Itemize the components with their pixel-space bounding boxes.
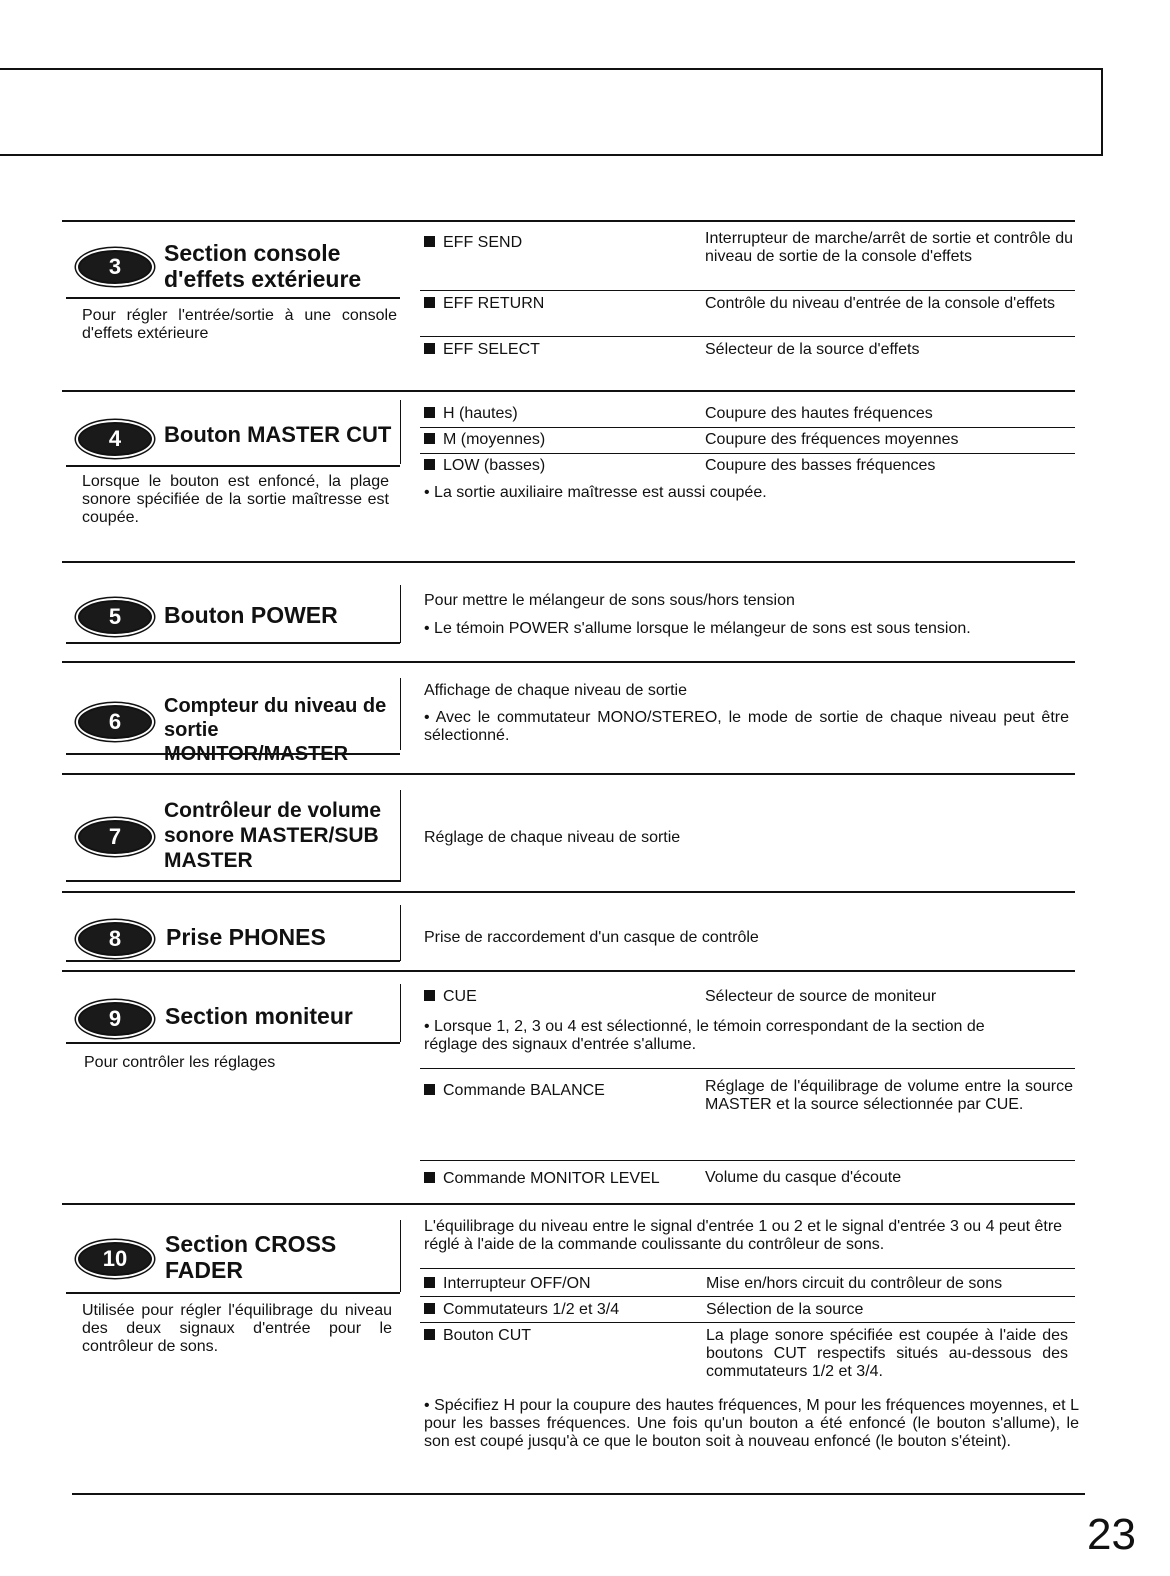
bullet-square-icon: [424, 1329, 435, 1340]
section-10-rule: [420, 1322, 1075, 1323]
bullet-square-icon: [424, 1303, 435, 1314]
header-box: [0, 68, 1103, 156]
section-6-badge: 6: [78, 705, 152, 739]
section-5-text: Pour mettre le mélangeur de sons sous/hors tension: [424, 592, 795, 609]
section-7-title-rule: [66, 880, 400, 882]
bullet-square-icon: [424, 1172, 435, 1183]
section-10-item-3-desc: La plage sonore spécifiée est coupée à l'aide des boutons CUT respectifs situés au-dessous des commutateurs 1/2 et 3/4.: [706, 1327, 1068, 1380]
section-4-title: Bouton MASTER CUT: [164, 422, 392, 447]
section-6-text: Affichage de chaque niveau de sortie: [424, 682, 688, 699]
section-10-title-line-1: Section CROSS: [165, 1231, 337, 1257]
section-10-item-2-label: Commutateurs 1/2 et 3/4: [424, 1301, 619, 1319]
section-10-note: • Spécifiez H pour la coupure des hautes fréquences, M pour les fréquences moyennes, et L pour les basses fréquences. Une fois qu'un bouton a été enfoncé (le bouton s'allume), le son est coupé jusqu'à ce que le bouton soit à nouveau enfoncé (le bouton s'éteint).: [424, 1397, 1079, 1450]
section-6-top-rule: [62, 661, 1075, 663]
section-7-title: [164, 798, 400, 873]
section-9-rule: [420, 1068, 1075, 1069]
section-9-title-rule: [66, 1042, 400, 1044]
section-7-title-line-2: sonore MASTER/SUB: [164, 824, 379, 847]
section-9-monitor-label: Commande MONITOR LEVEL: [424, 1170, 660, 1188]
section-7-divider: [400, 790, 401, 882]
section-3-description: Pour régler l'entrée/sortie à une console d'effets extérieure: [82, 307, 397, 342]
section-3-item-3-label: EFF SELECT: [424, 341, 540, 359]
section-9-top-rule: [62, 970, 1075, 972]
section-9-badge: 9: [78, 1002, 152, 1036]
section-10-intro: L'équilibrage du niveau entre le signal d'entrée 1 ou 2 et le signal d'entrée 3 ou 4 peut être réglé à l'aide de la commande coulissante du contrôleur de sons.: [424, 1218, 1063, 1253]
bullet-square-icon: [424, 433, 435, 444]
bullet-square-icon: [424, 1277, 435, 1288]
section-5-title-rule: [66, 642, 400, 644]
bullet-square-icon: [424, 459, 435, 470]
section-4-item-1-desc: Coupure des hautes fréquences: [705, 405, 933, 422]
section-6-divider: [400, 678, 401, 750]
section-9-cue-note: • Lorsque 1, 2, 3 ou 4 est sélectionné, le témoin correspondant de la section de réglage des signaux d'entrée s'allume.: [424, 1018, 985, 1053]
section-4-note: • La sortie auxiliaire maîtresse est aussi coupée.: [424, 484, 767, 501]
section-9-cue-desc: Sélecteur de source de moniteur: [705, 988, 937, 1005]
section-10-item-3-label: Bouton CUT: [424, 1327, 531, 1345]
bullet-square-icon: [424, 297, 435, 308]
section-4-item-rule: [420, 427, 1075, 428]
section-7-badge: 7: [78, 820, 152, 854]
section-10-badge: 10: [78, 1242, 152, 1276]
bullet-square-icon: [424, 236, 435, 247]
bullet-square-icon: [424, 990, 435, 1001]
section-10-top-rule: [62, 1203, 1075, 1205]
section-3-item-1-desc: Interrupteur de marche/arrêt de sortie et contrôle du niveau de sortie de la console d'effets: [705, 230, 1073, 265]
page-number: 23: [1087, 1510, 1136, 1559]
section-6-title-line-2: sortie MONITOR/MASTER: [164, 719, 349, 765]
section-4-top-rule: [62, 390, 1075, 392]
section-7-title-line-1: Contrôleur de volume: [164, 799, 382, 822]
section-8-top-rule: [62, 891, 1075, 893]
section-9-rule: [420, 1160, 1075, 1161]
section-9-divider: [400, 984, 401, 1042]
section-3-item-rule: [420, 290, 1075, 291]
section-6-title-line-1: Compteur du niveau de: [164, 695, 387, 717]
section-10-rule: [420, 1268, 1075, 1269]
section-9-balance-label: Commande BALANCE: [424, 1082, 605, 1100]
section-9-balance-desc: Réglage de l'équilibrage de volume entre la source MASTER et la source sélectionnée par CUE.: [705, 1078, 1073, 1113]
section-10-description: Utilisée pour régler l'équilibrage du niveau des deux signaux d'entrée pour le contrôleur de sons.: [82, 1302, 392, 1355]
section-10-item-2-desc: Sélection de la source: [706, 1301, 864, 1318]
section-7-text: Réglage de chaque niveau de sortie: [424, 829, 681, 846]
section-4-item-2-label: M (moyennes): [424, 431, 545, 449]
section-4-item-1-label: H (hautes): [424, 405, 518, 423]
section-10-divider: [400, 1220, 401, 1292]
section-4-title-rule: [66, 465, 400, 467]
section-8-title: Prise PHONES: [166, 924, 326, 950]
section-6-note: • Avec le commutateur MONO/STEREO, le mode de sortie de chaque niveau peut être sélectionné.: [424, 709, 1069, 744]
section-9-cue-label: CUE: [424, 988, 477, 1006]
section-6-title-rule: [66, 753, 400, 755]
section-8-badge: 8: [78, 922, 152, 956]
section-9-description: Pour contrôler les réglages: [84, 1054, 276, 1071]
section-5-badge: 5: [78, 600, 152, 634]
section-3-item-2-label: EFF RETURN: [424, 295, 544, 313]
section-10-title-rule: [66, 1292, 400, 1294]
section-9-title: Section moniteur: [165, 1003, 353, 1029]
section-3-item-rule: [420, 336, 1075, 337]
section-10-title-line-2: FADER: [165, 1257, 243, 1283]
section-8-text: Prise de raccordement d'un casque de contrôle: [424, 929, 759, 946]
section-10-item-1-label: Interrupteur OFF/ON: [424, 1275, 591, 1293]
section-7-title-line-3: MASTER: [164, 849, 253, 872]
section-8-title-rule: [66, 960, 400, 962]
bullet-square-icon: [424, 1084, 435, 1095]
section-3-badge: 3: [78, 250, 152, 284]
section-3-item-2-desc: Contrôle du niveau d'entrée de la console d'effets: [705, 295, 1056, 312]
section-9-monitor-desc: Volume du casque d'écoute: [705, 1169, 902, 1186]
section-7-top-rule: [62, 773, 1075, 775]
section-5-divider: [400, 585, 401, 643]
section-5-title: Bouton POWER: [164, 602, 338, 628]
section-5-top-rule: [62, 561, 1075, 563]
section-4-divider: [400, 400, 401, 464]
section-10-rule: [420, 1296, 1075, 1297]
section-4-item-3-desc: Coupure des basses fréquences: [705, 457, 936, 474]
section-8-divider: [400, 905, 401, 961]
section-10-title: [165, 1231, 395, 1283]
section-4-description: Lorsque le bouton est enfoncé, la plage sonore spécifiée de la sortie maîtresse est coupée.: [82, 473, 389, 526]
section-10-item-1-desc: Mise en/hors circuit du contrôleur de sons: [706, 1275, 1003, 1292]
section-3-top-rule: [62, 220, 1075, 222]
section-3-title-rule: [66, 297, 400, 299]
bullet-square-icon: [424, 343, 435, 354]
section-3-item-3-desc: Sélecteur de la source d'effets: [705, 341, 920, 358]
section-4-badge: 4: [78, 422, 152, 456]
bottom-rule: [72, 1493, 1085, 1495]
section-5-note: • Le témoin POWER s'allume lorsque le mélangeur de sons est sous tension.: [424, 620, 971, 637]
section-6-title: [164, 694, 400, 766]
section-3-item-1-label: EFF SEND: [424, 234, 522, 252]
section-3-title: Section console d'effets extérieure: [164, 240, 362, 292]
bullet-square-icon: [424, 407, 435, 418]
section-4-item-rule: [420, 453, 1075, 454]
section-4-item-2-desc: Coupure des fréquences moyennes: [705, 431, 959, 448]
section-4-item-3-label: LOW (basses): [424, 457, 545, 475]
